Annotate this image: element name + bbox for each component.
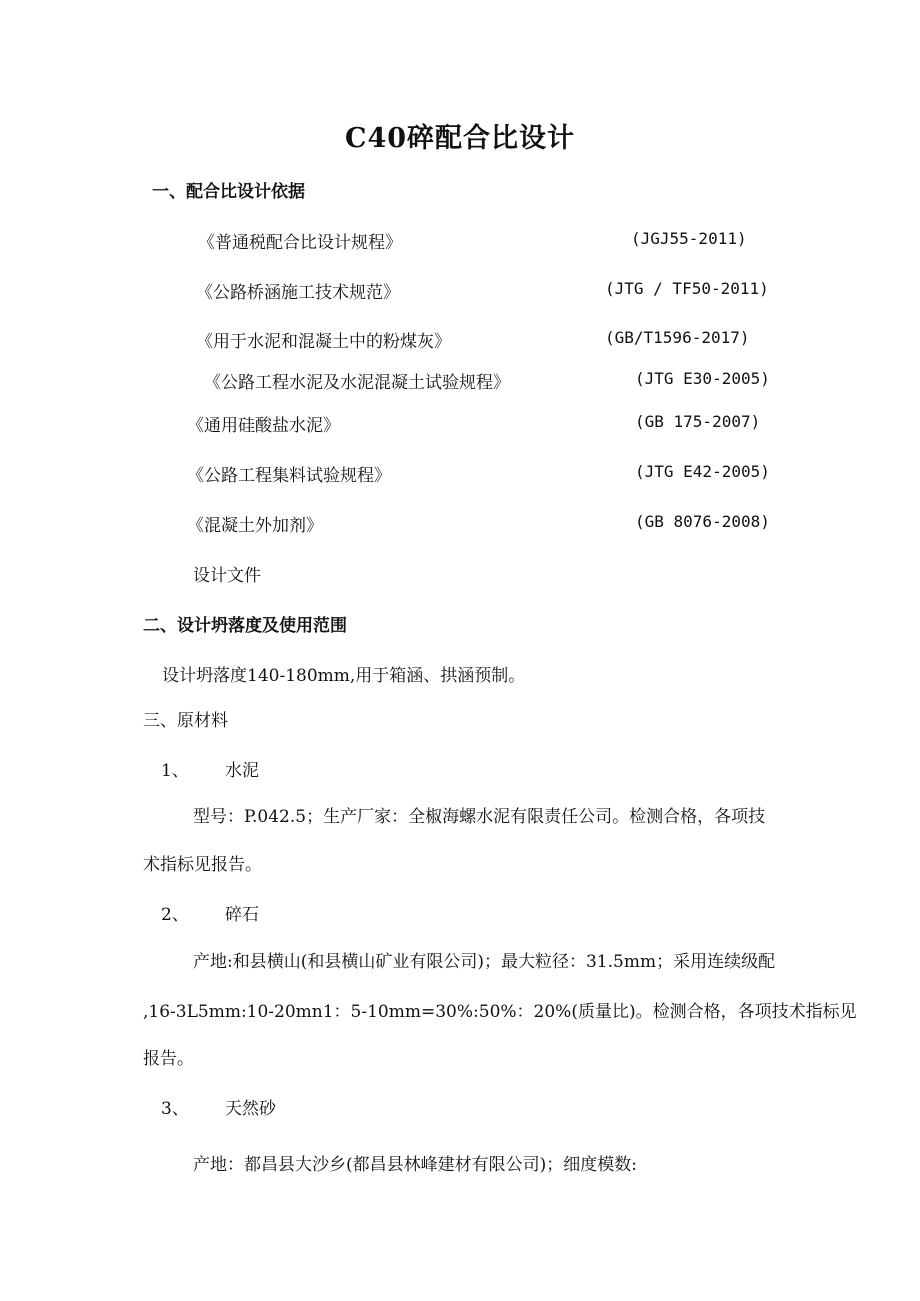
section-1-heading: 一、配合比设计依据: [152, 182, 305, 202]
stone-detail-line: ,16-3L5mm:10-20mn1：5-10mm=30%:50%：20%(质量比)。检测合格，各项技术指标见: [143, 1002, 857, 1022]
stone-detail-line: 报告。: [143, 1049, 194, 1069]
reference-name: 《混凝土外加剂》: [187, 516, 323, 536]
reference-code: (GB 8076-2008): [635, 512, 770, 531]
document-title: C40碎配合比设计: [344, 123, 576, 154]
reference-code: (JTG / TF50-2011): [605, 279, 769, 298]
reference-name: 《通用硅酸盐水泥》: [187, 416, 340, 436]
reference-code: (JTG E42-2005): [635, 462, 770, 481]
item-number: 1、: [161, 761, 189, 781]
reference-code: (JGJ55-2011): [631, 229, 747, 248]
item-name-natural-sand: 天然砂: [225, 1099, 276, 1119]
section-3-heading: 三、原材料: [143, 711, 228, 731]
reference-name: 《公路工程集料试验规程》: [187, 466, 391, 486]
section-2-heading: 二、设计坍落度及使用范围: [143, 616, 347, 636]
stone-detail-line: 产地:和县横山(和县横山矿业有限公司)；最大粒径：31.5mm；采用连续级配: [193, 952, 776, 972]
reference-name: 《普通税配合比设计规程》: [198, 233, 402, 253]
slump-description: 设计坍落度140-180mm,用于箱涵、拱涵预制。: [162, 666, 526, 686]
reference-code: (GB/T1596-2017): [605, 328, 750, 347]
item-number: 3、: [161, 1099, 189, 1119]
cement-detail-line: 术指标见报告。: [143, 855, 262, 875]
sand-detail-line: 产地：都昌县大沙乡(都昌县林峰建材有限公司)；细度模数:: [193, 1155, 637, 1175]
reference-code: (GB 175-2007): [635, 412, 761, 431]
reference-name: 《公路工程水泥及水泥混凝土试验规程》: [204, 373, 510, 393]
item-name-cement: 水泥: [225, 761, 259, 781]
reference-code: (JTG E30-2005): [635, 369, 770, 388]
reference-name: 《公路桥涵施工技术规范》: [196, 283, 400, 303]
cement-detail-line: 型号：P.042.5；生产厂家：全椒海螺水泥有限责任公司。检测合格，各项技: [193, 807, 766, 827]
item-number: 2、: [161, 905, 189, 925]
reference-name: 《用于水泥和混凝土中的粉煤灰》: [196, 332, 451, 352]
item-name-crushed-stone: 碎石: [225, 905, 259, 925]
design-document: 设计文件: [193, 566, 261, 586]
